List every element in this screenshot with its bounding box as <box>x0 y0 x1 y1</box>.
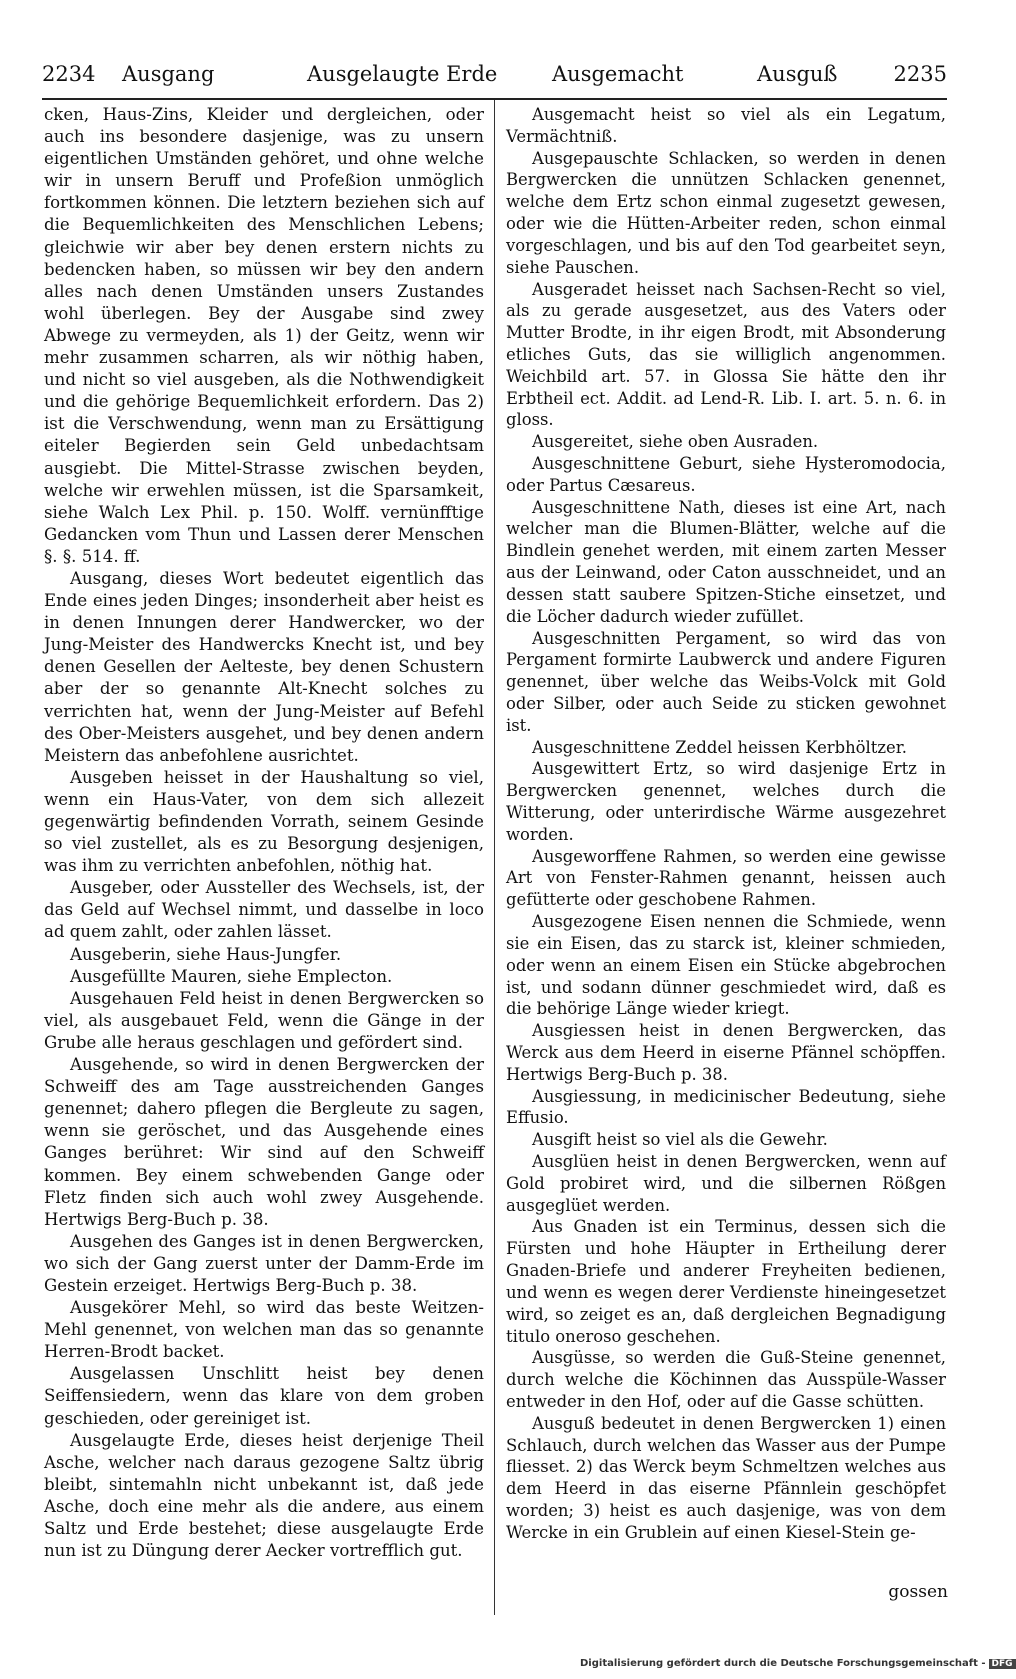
left-column <box>44 104 484 1562</box>
dfg-logo: DFG <box>989 1659 1016 1669</box>
entry-paragraph: Ausgehende, so wird in denen Bergwercken der Schweiff des am Tage ausstreichenden Ganges genennet; dahero pflegen die Bergleute zu sagen, wenn sie geröschet, und das Ausgehende eines Ganges berühret: Wir sind auf den Schweiff kommen. Bey einem schwebenden Gange oder Fletz finden sich auch wohl zwey Ausgehende. Hertwigs Berg-Buch p. 38. <box>44 1055 484 1229</box>
header-catchword-right-1: Ausgemacht <box>552 62 684 86</box>
entry-paragraph: Ausgeber, oder Aussteller des Wechsels, ist, der das Geld auf Wechsel nimmt, und dasselbe in loco ad quem zahlt, oder zahlen lässet. <box>44 878 484 942</box>
column-divider <box>494 100 495 1615</box>
page-number-right: 2235 <box>893 62 947 86</box>
entry-paragraph: Ausgeworffene Rahmen, so werden eine gewisse Art von Fenster-Rahmen genannt, heissen auch gefütterte oder geschobene Rahmen. <box>506 846 946 910</box>
header-catchword-left-2: Ausgelaugte Erde <box>307 62 498 86</box>
entry-paragraph: Ausgepauschte Schlacken, so werden in denen Bergwercken die unnützen Schlacken genennet, welche dem Ertz schon einmal zugesetzt gewesen, oder wie die Hütten-Arbeiter reden, schon einmal vorgeschlagen, und bis auf den Tod gearbeitet seyn, siehe Pauschen. <box>506 148 946 277</box>
entry-paragraph: Aus Gnaden ist ein Terminus, dessen sich die Fürsten und hohe Häupter in Ertheilung derer Gnaden-Briefe und anderer Freyheiten bedienen, und wenn es wegen derer Verdienste hineingesetzet wird, so zeiget es an, daß dergleichen Begnadigung titulo oneroso geschehen. <box>506 1217 946 1346</box>
entry-paragraph: Ausgeschnittene Geburt, siehe Hysteromodocia, oder Partus Cæsareus. <box>506 454 946 495</box>
entry-paragraph: Ausgeschnittene Nath, dieses ist eine Art, nach welcher man die Blumen-Blätter, welche auf die Bindlein genehet werden, mit einem zarten Messer aus der Leinwand, oder Caton ausschneidet, und an dessen statt saubere Spitzen-Stiche einsetzet, und die Löcher dadurch wieder zufüllet. <box>506 497 946 626</box>
entry-paragraph: Ausgemacht heist so viel als ein Legatum, Vermächtniß. <box>506 105 946 146</box>
entry-paragraph: cken, Haus-Zins, Kleider und dergleichen, oder auch ins besondere dasjenige, was zu unsern eigentlichen Umständen gehöret, und ohne welche wir in unsern Beruff und Profeßion unmöglich fortkommen können. Die letztern beziehen sich auf die Bequemlichkeiten des Menschlichen Lebens; gleichwie wir aber bey denen erstern nichts zu bedencken haben, so müssen wir bey den andern alles nach denen Umständen unsers Zustandes wohl überlegen. Bey der Ausgabe sind zwey Abwege zu vermeyden, als 1) der Geitz, wenn wir mehr zusammen scharren, als wir nöthig haben, und nicht so viel ausgeben, als die Nothwendigkeit und die gehörige Bequemlichkeit erfordern. Das 2) ist die Verschwendung, wenn man zu Ersättigung eiteler Begierden sein Geld unbedachtsam ausgiebt. Die Mittel-Strasse zwischen beyden, welche wir erwehlen müssen, ist die Sparsamkeit, siehe Walch Lex Phil. p. 150. Wolff. vernünfftige Gedancken vom Thun und Lassen derer Menschen §. §. 514. ff. <box>44 105 484 566</box>
header-catchword-left-1: Ausgang <box>122 62 215 86</box>
entry-paragraph: Ausgüsse, so werden die Guß-Steine genennet, durch welche die Köchinnen das Ausspüle-Wasser entweder in den Hof, oder auf die Gasse schütten. <box>506 1348 946 1411</box>
entry-paragraph: Ausgeben heisset in der Haushaltung so viel, wenn ein Haus-Vater, von dem sich allezeit gegenwärtig befindenden Vorrath, seinem Gesinde so viel zustellet, als es zu Besorgung desjenigen, was ihm zu verrichten anbefohlen, nöthig hat. <box>44 767 484 876</box>
entry-paragraph: Ausgang, dieses Wort bedeutet eigentlich das Ende eines jeden Dinges; insonderheit aber heist es in denen Innungen derer Handwercker, wo der Jung-Meister des Handwercks Knecht ist, und bey denen Gesellen der Aelteste, bey denen Schustern aber der so genannte Alt-Knecht solches zu verrichten hat, wenn der Jung-Meister auf Befehl des Ober-Meisters ausgehet, und bey denen andern Meistern das anbefohlene ausrichtet. <box>44 568 484 765</box>
entry-paragraph: Ausgehen des Ganges ist in denen Bergwercken, wo sich der Gang zuerst unter der Damm-Erde im Gestein erzeiget. Hertwigs Berg-Buch p. 38. <box>44 1231 484 1295</box>
catchword: gossen <box>888 1582 948 1602</box>
right-column <box>506 104 946 1544</box>
entry-paragraph: Ausgiessung, in medicinischer Bedeutung, siehe Effusio. <box>506 1086 946 1128</box>
entry-paragraph: Ausguß bedeutet in denen Bergwercken 1) einen Schlauch, durch welchen das Wasser aus der Pumpe fliesset. 2) das Werck beym Schmeltzen welches aus dem Heerd in das eiserne Pfännlein geschöpfet worden; 3) heist es auch dasjenige, was von dem Wercke in ein Grublein auf einen Kiesel-Stein ge- <box>506 1413 946 1542</box>
entry-paragraph: Ausgeschnittene Zeddel heissen Kerbhöltzer. <box>532 737 907 757</box>
footer-text: Digitalisierung gefördert durch die Deutsche Forschungsgemeinschaft - <box>580 1658 986 1669</box>
entry-paragraph: Ausgehauen Feld heist in denen Bergwercken so viel, als ausgebauet Feld, wenn die Gänge in der Grube alle heraus geschlagen und gefördert sind. <box>44 988 484 1052</box>
entry-paragraph: Ausgelaugte Erde, dieses heist derjenige Theil Asche, welcher nach daraus gezogene Saltz übrig bleibt, sintemahln nicht unbekannt ist, daß jede Asche, doch eine mehr als die andere, aus einem Saltz und Erde bestehet; diese ausgelaugte Erde nun ist zu Düngung derer Aecker vortrefflich gut. <box>44 1430 484 1561</box>
entry-paragraph: Ausgewittert Ertz, so wird dasjenige Ertz in Bergwercken genennet, welches durch die Witterung, oder unterirdische Wärme ausgezehret worden. <box>506 759 946 844</box>
page-number-left: 2234 <box>42 62 96 86</box>
running-header <box>42 62 947 92</box>
funding-footer <box>580 1658 1016 1669</box>
entry-paragraph: Ausgeberin, siehe Haus-Jungfer. <box>70 944 342 964</box>
entry-paragraph: Ausgiessen heist in denen Bergwercken, das Werck aus dem Heerd in eiserne Pfännel schöpffen. Hertwigs Berg-Buch p. 38. <box>506 1021 946 1084</box>
entry-paragraph: Ausgereitet, siehe oben Ausraden. <box>532 432 819 452</box>
entry-paragraph: Ausgekörer Mehl, so wird das beste Weitzen-Mehl genennet, von welchen man das so genannte Herren-Brodt backet. <box>44 1298 484 1362</box>
header-catchword-right-2: Ausguß <box>757 62 838 86</box>
entry-paragraph: Ausgeradet heisset nach Sachsen-Recht so viel, als zu gerade ausgesetzet, aus des Vaters oder Mutter Brodte, in ihr eigen Brodt, mit Absonderung etliches Guts, das sie williglich angenommen. Weichbild art. 57. in Glossa Sie hätte den ihr Erbtheil ect. Addit. ad Lend-R. Lib. I. art. 5. n. 6. in gloss. <box>506 279 946 430</box>
entry-paragraph: Ausgelassen Unschlitt heist bey denen Seiffensiedern, wenn das klare von dem groben geschieden, oder gereiniget ist. <box>44 1364 484 1428</box>
entry-paragraph: Ausglüen heist in denen Bergwercken, wenn auf Gold probiret wird, und die silbernen Rößgen ausgeglüet werden. <box>506 1152 946 1215</box>
entry-paragraph: Ausgift heist so viel als die Gewehr. <box>532 1130 828 1150</box>
entry-paragraph: Ausgefüllte Mauren, siehe Emplecton. <box>70 966 393 986</box>
entry-paragraph: Ausgezogene Eisen nennen die Schmiede, wenn sie ein Eisen, das zu starck ist, kleiner schmieden, oder wenn an einem Eisen ein Stücke abgebrochen ist, und sodann dünner geschmiedet wird, daß es die behörige Länge wieder kriegt. <box>506 912 946 1019</box>
entry-paragraph: Ausgeschnitten Pergament, so wird das von Pergament formirte Laubwerck und andere Figuren genennet, über welche das Weibs-Volck mit Gold oder Silber, oder auch Seide zu sticken gewohnet ist. <box>506 628 946 735</box>
